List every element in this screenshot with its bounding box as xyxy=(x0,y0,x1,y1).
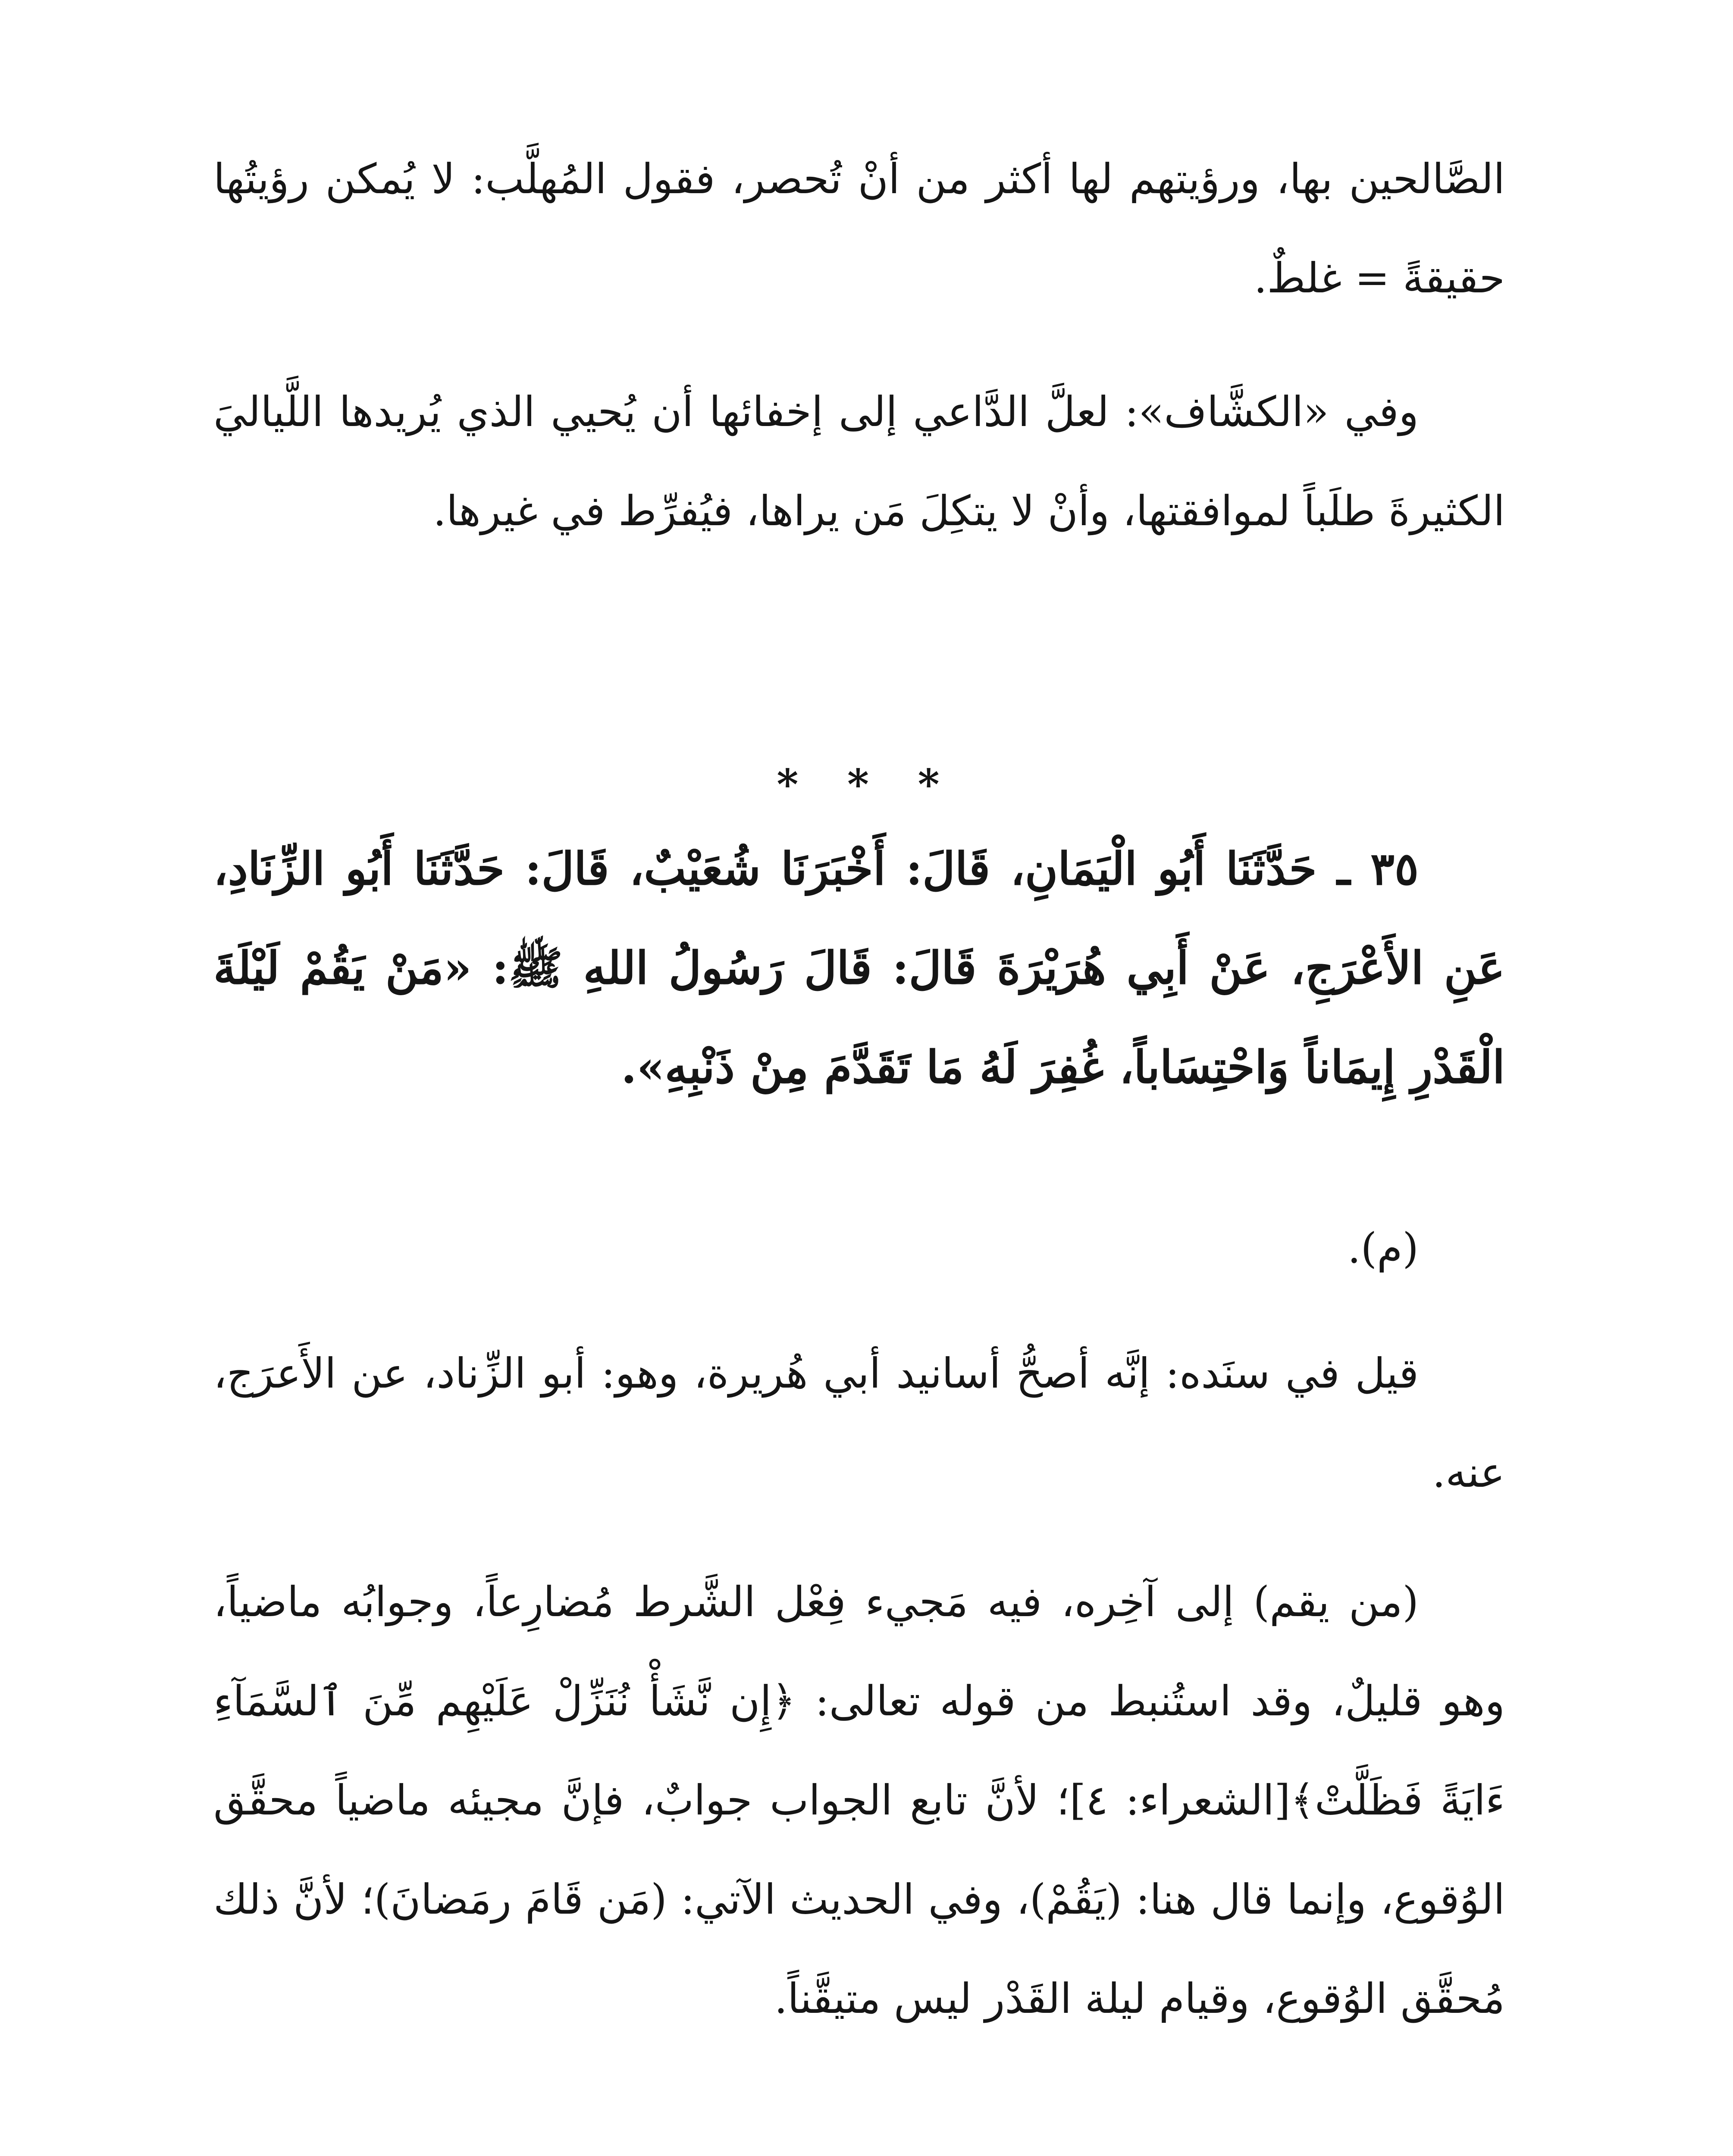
hadith-35-text: ٣٥ ـ حَدَّثَنَا أَبُو الْيَمَانِ، قَالَ: أَخْبَرَنَا شُعَيْبٌ، قَالَ: حَدَّثَنَا أَبُو الزِّنَادِ، عَنِ الأَعْرَجِ، عَنْ أَبِي هُرَيْرَةَ قَالَ: قَالَ رَسُولُ اللهِ ﷺ: «مَنْ يَقُمْ لَيْلَةَ الْقَدْرِ إِيمَاناً وَاحْتِسَاباً، غُفِرَ لَهُ مَا تَقَدَّمَ مِنْ ذَنْبِهِ». xyxy=(213,842,1505,1094)
muslim-reference: (م). xyxy=(1348,1224,1419,1272)
paragraph-isnad-note: قيل في سنَده: إنَّه أصحُّ أسانيد أبي هُريرة، وهو: أبو الزِّناد، عن الأَعرَج، عنه. xyxy=(213,1349,1505,1497)
paragraph-grammar-commentary: (من يقم) إلى آخِره، فيه مَجيء فِعْل الشَّرط مُضارِعاً، وجوابُه ماضياً، وهو قليلٌ، وقد استُنبط من قوله تعالى: ﴿إِن نَّشَأْ نُنَزِّلْ عَلَيْهِم مِّنَ ٱلسَّمَآءِ ءَايَةً فَظَلَّتْ﴾[الشعراء: ٤]؛ لأنَّ تابع الجواب جوابٌ، فإنَّ مجيئه ماضياً محقَّق الوُقوع، وإنما قال هنا: (يَقُمْ)، وفي الحديث الآتي: (مَن قَامَ رمَضانَ)؛ لأنَّ ذلك مُحقَّق الوُقوع، وقيام ليلة القَدْر ليس متيقَّناً. xyxy=(213,1578,1505,2023)
paragraph-mohallab-opinion: الصَّالحين بها، ورؤيتهم لها أكثر من أنْ تُحصر، فقول المُهلَّب: لا يُمكن رؤيتُها حقيقةً = غلطٌ. xyxy=(213,155,1505,302)
section-separator: * * * xyxy=(777,760,957,809)
paragraph-kashshaf-quote: وفي «الكشَّاف»: لعلَّ الدَّاعي إلى إخفائها أن يُحيي الذي يُريدها اللَّياليَ الكثيرةَ طلَباً لموافقتها، وأنْ لا يتكِلَ مَن يراها، فيُفرِّط في غيرها. xyxy=(213,388,1505,535)
